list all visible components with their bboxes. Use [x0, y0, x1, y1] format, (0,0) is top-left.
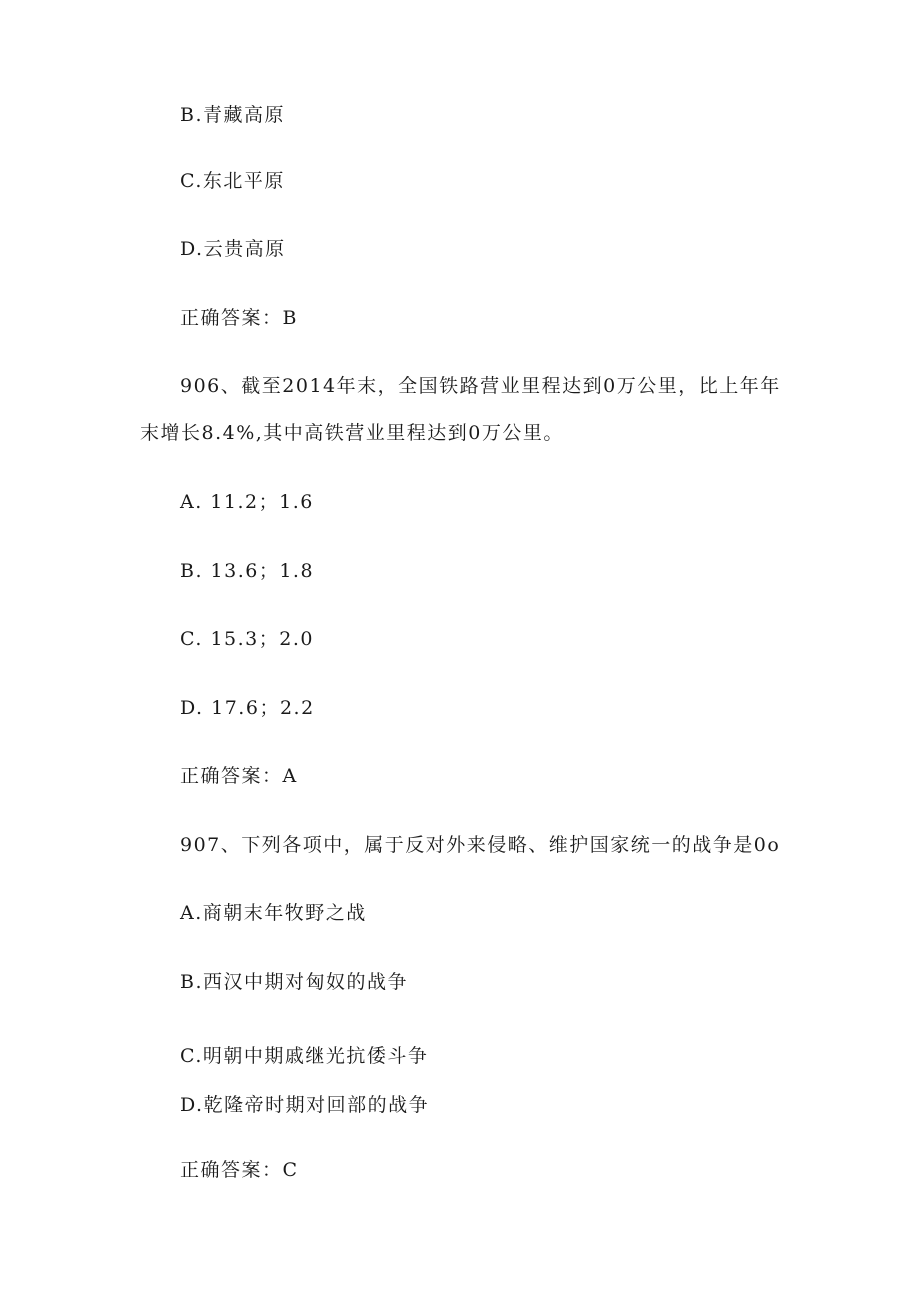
answer-line: 正确答案：A [180, 765, 298, 787]
option-b: B.西汉中期对匈奴的战争 [180, 971, 409, 993]
question-text: 906、截至2014年末，全国铁路营业里程达到0万公里，比上年年 [180, 375, 781, 397]
answer-line: 正确答案：B [180, 307, 298, 329]
answer-line: 正确答案：C [180, 1159, 299, 1181]
option-b: B.青藏高原 [180, 104, 286, 126]
option-d: D.云贵高原 [180, 238, 286, 260]
question-text-continued: 末增长8.4%,其中高铁营业里程达到0万公里。 [140, 422, 564, 444]
option-c: C.东北平原 [180, 170, 285, 192]
option-a: A. 11.2；1.6 [180, 491, 314, 513]
option-c: C. 15.3；2.0 [180, 628, 314, 650]
option-d: D.乾隆帝时期对回部的战争 [180, 1094, 430, 1116]
option-a: A.商朝末年牧野之战 [180, 902, 367, 924]
option-c: C.明朝中期戚继光抗倭斗争 [180, 1045, 429, 1067]
question-text: 907、下列各项中，属于反对外来侵略、维护国家统一的战争是0o [180, 834, 781, 856]
option-d: D. 17.6；2.2 [180, 697, 315, 719]
option-b: B. 13.6；1.8 [180, 560, 315, 582]
